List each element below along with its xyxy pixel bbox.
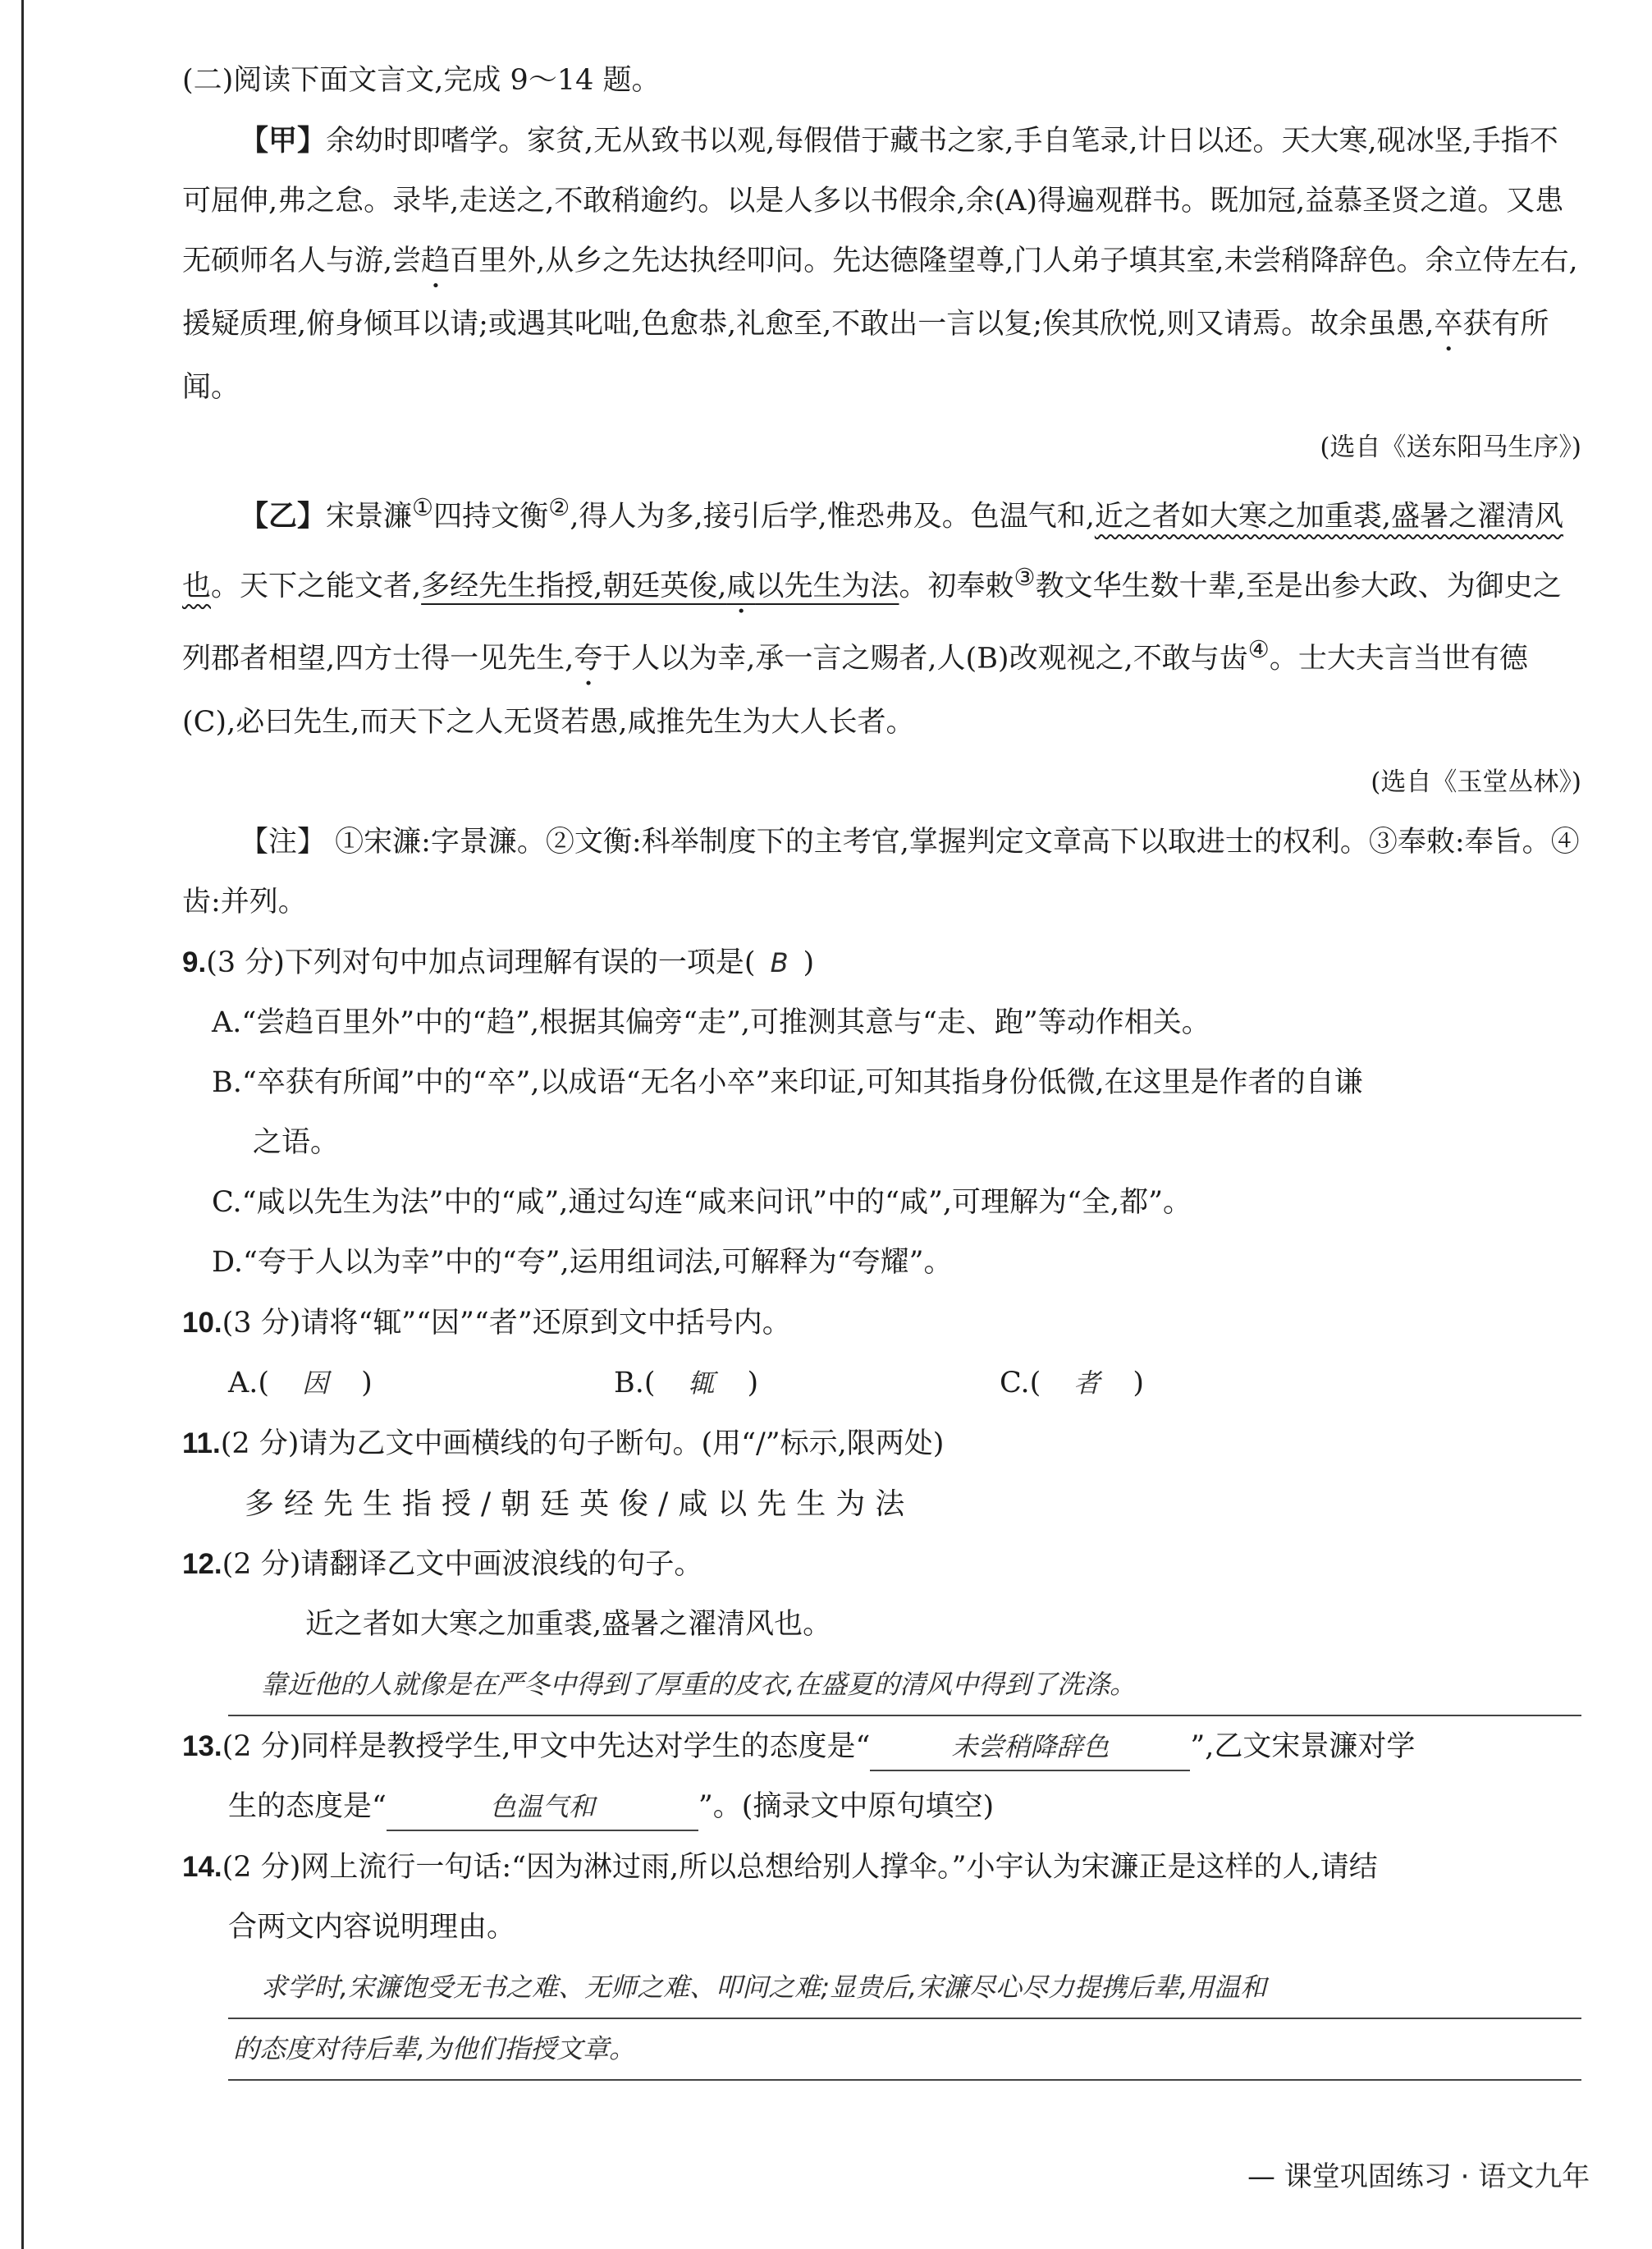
question-14-stem: (2 分)网上流行一句话:“因为淋过雨,所以总想给别人撑伞。”小宇认为宋濂正是这样的人,请结 xyxy=(222,1850,1378,1884)
question-10-number: 10. xyxy=(182,1306,222,1339)
passage-b-text-3: ,得人为多,接引后学,惟恐弗及。色温气和, xyxy=(570,500,1095,534)
question-13-answer-2: 色温气和 xyxy=(387,1784,698,1831)
question-14-answer-line-2: 的态度对待后辈,为他们指授文章。 xyxy=(228,2019,1581,2081)
passage-a-label: 【甲】 xyxy=(240,124,327,158)
page-footer: — 课堂巩固练习 · 语文九年 xyxy=(1247,2160,1590,2193)
footnote-mark-1: ① xyxy=(412,493,434,521)
question-12-sentence: 近之者如大寒之加重裘,盛暑之濯清风也。 xyxy=(305,1607,832,1641)
page-binding-edge xyxy=(21,0,24,2249)
passage-a-text-2: 百里外,从乡之先达执经叩问。先达德隆望尊,门人弟子填其室,未尝稍降辞色。余立侍左右,援疑质理,俯身倾耳以请;或遇其叱咄,色愈恭,礼愈至,不敢出一言以复;俟其欣悦,则又请焉。故余虽愚, xyxy=(182,245,1578,341)
passage-b-source: (选自《玉堂丛林》) xyxy=(1371,767,1581,797)
blank-c-close: ) xyxy=(1133,1366,1144,1399)
footnote-mark-3: ③ xyxy=(1014,562,1036,591)
question-9-number: 9. xyxy=(182,946,207,978)
question-10-blank-c xyxy=(1000,1354,1385,1413)
question-10-blank-b xyxy=(614,1354,1000,1413)
question-9-option-b: B.“卒获有所闻”中的“卒”,以成语“无名小卒”来印证,可知其指身份低微,在这里是作者的自谦 xyxy=(212,1065,1363,1099)
underlined-sentence xyxy=(421,570,899,602)
question-11-number: 11. xyxy=(182,1427,221,1459)
question-11 xyxy=(182,1413,1581,1474)
footnote-mark-2: ② xyxy=(548,493,570,521)
question-14-answer-line-1: 求学时,宋濂饱受无书之难、无师之难、叩问之难;显贵后,宋濂尽心尽力提携后辈,用温和 xyxy=(228,1958,1581,2019)
question-9-option-b-continued: 之语。 xyxy=(253,1125,340,1159)
question-12 xyxy=(182,1534,1581,1595)
blank-c-label: C.( xyxy=(1000,1366,1041,1399)
passage-b-text-4: 。天下之能文者, xyxy=(211,570,422,603)
passage-b-label: 【乙】 xyxy=(240,499,327,534)
dotted-word-xian: 咸 xyxy=(726,570,756,603)
passage-b-text-8: 。士大夫言当世有德(C),必曰先生,而天下之人无贤若愚,咸推先生为大人长者。 xyxy=(182,642,1528,739)
question-9-option-c: C.“咸以先生为法”中的“咸”,通过勾连“咸来问讯”中的“咸”,可理解为“全,都”。 xyxy=(212,1185,1192,1219)
passage-a-text-3: 获有所闻。 xyxy=(182,308,1549,404)
blank-b-label: B.( xyxy=(614,1366,656,1399)
question-13-number: 13. xyxy=(182,1729,222,1762)
question-13-text-4: ”。(摘录文中原句填空) xyxy=(698,1789,995,1823)
blank-a-close: ) xyxy=(361,1366,373,1399)
question-12-answer: 靠近他的人就像是在严冬中得到了厚重的皮衣,在盛夏的清风中得到了洗涤。 xyxy=(228,1655,1581,1716)
passage-b-text-5: 。初奉敕 xyxy=(899,570,1014,603)
question-13-answer-1: 未尝稍降辞色 xyxy=(870,1724,1190,1771)
footnotes: 【注】 ①宋濂:字景濂。②文衡:科举制度下的主考官,掌握判定文章高下以取进士的权利。③奉敕:奉旨。④齿:并列。 xyxy=(182,825,1580,918)
question-14 xyxy=(182,1837,1581,1898)
passage-b-text-1: 宋景濂 xyxy=(326,500,413,534)
footnote-mark-4: ④ xyxy=(1247,635,1270,664)
question-12-stem: (2 分)请翻译乙文中画波浪线的句子。 xyxy=(222,1547,703,1581)
blank-b-answer: 辄 xyxy=(688,1367,715,1399)
underlined-text-2: 以先生为法 xyxy=(755,570,899,603)
question-9 xyxy=(182,932,1581,993)
question-9-option-d: D.“夸于人以为幸”中的“夸”,运用组词法,可解释为“夸耀”。 xyxy=(212,1245,953,1279)
passage-b-text-6: 教文华生数十辈,至是出参大政、为御史之列郡者相望,四方士得一见先生, xyxy=(182,570,1562,676)
passage-a xyxy=(182,111,1581,418)
question-9-option-a: A.“尝趋百里外”中的“趋”,根据其偏旁“走”,可推测其意与“走、跑”等动作相关。 xyxy=(212,1005,1210,1039)
question-10-blanks xyxy=(182,1354,1581,1413)
question-14-number: 14. xyxy=(182,1850,222,1883)
section-heading: (二)阅读下面文言文,完成 9～14 题。 xyxy=(182,64,661,97)
passage-b-text-2: 四持文衡 xyxy=(433,500,549,534)
question-11-answer: 多经先生指授/朝廷英俊/咸以先生为法 xyxy=(245,1486,915,1521)
question-9-stem: (3 分)下列对句中加点词理解有误的一项是( xyxy=(206,946,756,979)
question-14-stem-continued: 合两文内容说明理由。 xyxy=(228,1910,516,1944)
question-10-stem: (3 分)请将“辄”“因”“者”还原到文中括号内。 xyxy=(222,1306,791,1340)
blank-a-label: A.( xyxy=(228,1366,270,1399)
blank-a-answer: 因 xyxy=(302,1367,329,1399)
question-9-close: ) xyxy=(803,946,815,979)
question-13-text-1: (2 分)同样是教授学生,甲文中先达对学生的态度是“ xyxy=(222,1729,871,1763)
underlined-text-1: 多经先生指授,朝廷英俊, xyxy=(421,570,727,603)
worksheet-page xyxy=(182,51,1581,2081)
question-13-text-2: ”,乙文宋景濂对学 xyxy=(1190,1729,1416,1763)
passage-b xyxy=(182,478,1581,753)
question-9-answer: B xyxy=(770,946,789,978)
question-10 xyxy=(182,1293,1581,1354)
wavy-underlined-sentence: 近之者如大寒之加重裘,盛暑之濯清风也 xyxy=(182,500,1563,603)
question-12-number: 12. xyxy=(182,1547,222,1580)
passage-b-text-7: 于人以为幸,承一言之赐者,人(B)改观视之,不敢与齿 xyxy=(602,642,1248,676)
question-13-text-3: 生的态度是“ xyxy=(228,1789,387,1823)
question-10-blank-a xyxy=(228,1354,614,1413)
question-13-line-2 xyxy=(182,1777,1581,1837)
passage-a-source: (选自《送东阳马生序》) xyxy=(1320,433,1581,462)
dotted-word-zu: 卒 xyxy=(1434,308,1463,341)
question-13 xyxy=(182,1716,1581,1777)
question-11-stem: (2 分)请为乙文中画横线的句子断句。(用“/”标示,限两处) xyxy=(220,1427,945,1460)
blank-c-answer: 者 xyxy=(1073,1367,1101,1399)
passage-a-text-1: 余幼时即嗜学。家贫,无从致书以观,每假借于藏书之家,手自笔录,计日以还。天大寒,砚冰坚,手指不可屈伸,弗之怠。录毕,走送之,不敢稍逾约。以是人多以书假余,余(A)得遍观群书。既加冠,益慕圣贤之道。又患无硕师名人与游,尝 xyxy=(182,125,1564,277)
dotted-word-kua: 夸 xyxy=(574,642,603,676)
dotted-word-qu: 趋 xyxy=(421,245,451,277)
blank-b-close: ) xyxy=(747,1366,759,1399)
